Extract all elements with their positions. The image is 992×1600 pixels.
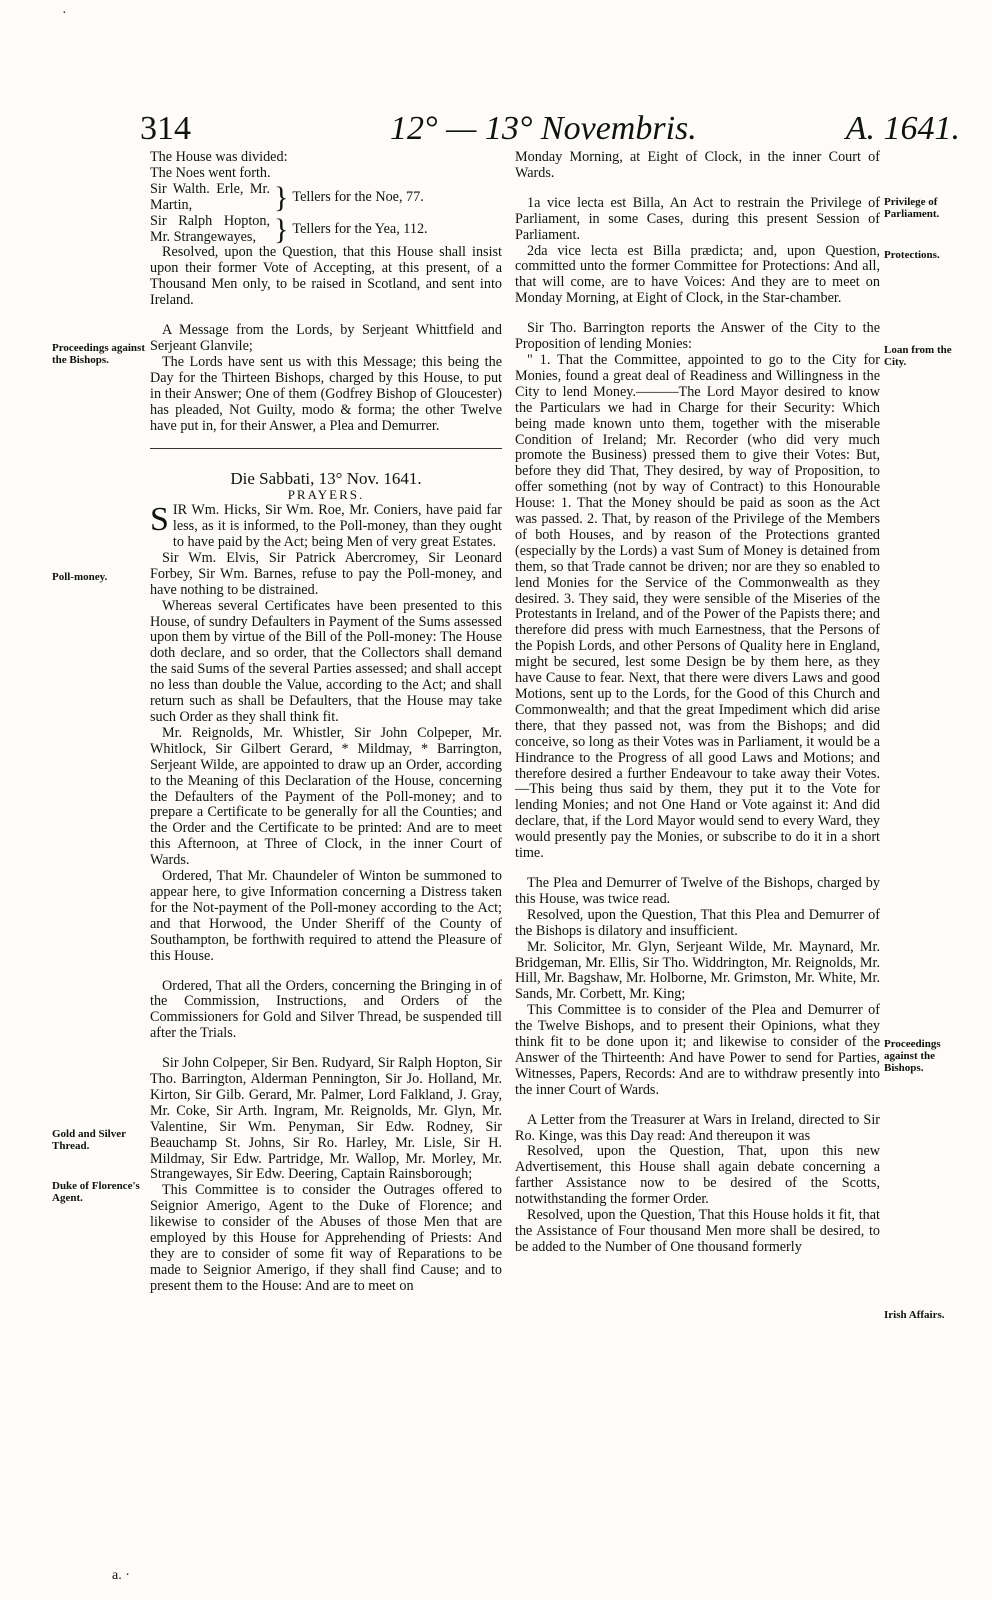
brace-icon: }: [274, 212, 289, 246]
drop-cap: S: [150, 501, 169, 539]
tellers-noe-label: Tellers for the Noe, 77.: [292, 188, 424, 205]
plea-read: The Plea and Demurrer of Twelve of the Bishops, charged by this House, was twice read.: [515, 874, 880, 907]
left-column: [150, 150, 502, 1295]
margin-note-bishops: Proceedings against the Bishops.: [52, 342, 145, 366]
margin-note-loan: Loan from the City.: [884, 344, 952, 368]
city-answer: " 1. That the Committee, appointed to go to the City for Monies, found a great deal of Readiness and Willingness in the City to lend Money.———The Lord Mayor desired to know the Particulars we had in Charge for their Security: Which being made known unto them, together with the miserable Condition of Ireland; Mr. Recorder (who did very much promote the Business) pressed them to give their Votes: But, before they did That, They desired, by way of Proposition, to offer something (not by way of Contract) to this Honourable House: 1. That the Money should be paid as soon as the Act was passed. 2. That, by reason of the Privilege of the Members of both Houses, and by reason of the Protections granted (especially by the Lords) a vast Sum of Money is detained from them, so that Trade cannot be driven; nor are they so enabled to lend Monies for the Service of the Commonwealth as they desired. 3. They said, they were sensible of the Miseries of the Protestants in Ireland, and of the Power of the Papists there; and therefore did press with much Earnestness, that the Persons of the Popish Lords, and other Persons of Quality here in England, might be secured, lest some Design be by them here, as they have Cause to fear. Next, that there were divers Laws and good Motions, sent up to the Lords, for the Good of this Church and Commonwealth; and that the great Impediment which did arise there, that they passed not, was from the Bishops; and did conceive, so long as their Votes was in Parliament, it would be a Hindrance to the Progress of all good Laws and Motions; and therefore desired a further Endeavour to take away their Votes.—This being thus said by them, they put it to the Vote for lending Monies; and not One Hand or Vote against it: And did declare, that, if the Lord Mayor would send to every Ward, they would presently pay the Monies, or subscribe to do it in a short time.: [515, 351, 880, 862]
committee-members: Sir John Colpeper, Sir Ben. Rudyard, Sir Ralph Hopton, Sir Tho. Barrington, Alderman Pennington, Sir Jo. Holland, Mr. Kirton, Sir Gilb. Gerard, Mr. Palmer, Lord Falkland, J. Gray, Mr. Coke, Sir Arth. Ingram, Mr. Reignolds, Mr. Glyn, Mr. Valentine, Sir Wm. Penyman, Sir Edw. Rodney, Sir Beauchamp St. Johns, Sir Ro. Harley, Mr. Lisle, Sir H. Mildmay, Sir Edw. Partridge, Mr. Wallop, Mr. Morley, Mr. Strangewayes, Sir Edw. Deering, Captain Rainsborough;: [150, 1055, 502, 1183]
bottom-speck: a. ·: [112, 1568, 130, 1583]
page-header: [140, 110, 960, 152]
running-year: [846, 110, 960, 148]
committee-order-entry: Mr. Reignolds, Mr. Whistler, Sir John Colpeper, Mr. Whitlock, Sir Gilbert Gerard, * Mildmay, * Barrington, Serjeant Wilde, are appointed to draw up an Order, according to the Meaning of this Declaration of the House, concerning the Defaulters of the Payment of the Poll-money; and to prepare a Certificate to be generally for all the Counties; and the Order and the Certificate to be printed: And are to meet this Afternoon, at Three of Clock, in the inner Court of Wards.: [150, 724, 502, 869]
bishops-committee-members: Mr. Solicitor, Mr. Glyn, Serjeant Wilde, Mr. Maynard, Mr. Bridgeman, Mr. Ellis, Sir Tho. Widdrington, Mr. Reignolds, Mr. Hill, Mr. Bagshaw, Mr. Holborne, Mr. Grimston, Mr. White, Mr. Sands, Mr. Corbett, Mr. King;: [515, 938, 880, 1003]
division-line: The House was divided:: [150, 149, 288, 165]
noes-line: The Noes went forth.: [150, 164, 271, 181]
section-divider: [150, 448, 502, 449]
tellers-noe-names: Sir Walth. Erle, Mr. Martin,: [150, 180, 270, 213]
right-column: [515, 150, 880, 1256]
meeting-continuation: Monday Morning, at Eight of Clock, in the inner Court of Wards.: [515, 149, 880, 181]
margin-note-gold-thread: Gold and Silver Thread.: [52, 1128, 126, 1152]
certificates-entry: Whereas several Certificates have been presented to this House, of sundry Defaulters in Payment of the Sums assessed upon them by virtue of the Bill of the Poll-money: The House doth declare, and so order, that the Collectors shall demand the said Sums of the several Parties assessed; and shall accept no less than double the Value, according to the Act; and shall return such as shall be Defaulters, that the House may take such Order as they shall think fit.: [150, 597, 502, 725]
brace-icon: }: [274, 180, 289, 214]
gold-thread-order: Ordered, That all the Orders, concerning the Bringing in of the Commission, Instructions, and Orders of the Commissioners for Gold and Silver Thread, be suspended till after the Trials.: [150, 977, 502, 1042]
margin-note-privilege: Privilege of Parliament.: [884, 196, 940, 220]
bishops-committee-charge: This Committee is to consider of the Plea and Demurrer of the Twelve Bishops, and to present their Opinions, what they think fit to be done upon it; and likewise to consider of the Answer of the Thirteenth: And have Power to send for Parties, Witnesses, Papers, Records: And are to withdraw presently into the inner Court of Wards.: [515, 1002, 880, 1098]
poll-money-entry: [150, 503, 502, 551]
protections-bill: 2da vice lecta est Billa prædicta; and, upon Question, committed unto the former Committee for Protections: And all, that will come, are to have Voices: And they are to meet on Monday Morning, at Eight of Clock, in the Star-chamber.: [515, 242, 880, 307]
margin-note-bishops-right: Proceedings against the Bishops.: [884, 1038, 941, 1074]
running-year-text: A. 1641.: [845, 110, 960, 147]
tellers-noe: [150, 182, 502, 214]
day-heading: Die Sabbati, 13° Nov. 1641.: [230, 469, 422, 489]
privilege-bill: 1a vice lecta est Billa, An Act to restrain the Privilege of Parliament, in some Cases, during this present Session of Parliament.: [515, 194, 880, 243]
page-number: 314: [140, 110, 191, 147]
tellers-yea: [150, 214, 502, 246]
margin-note-protections: Protections.: [884, 249, 940, 261]
refusers-entry: Sir Wm. Elvis, Sir Patrick Abercromey, Sir Leonard Forbey, Sir Wm. Barnes, refuse to pay the Poll-money, and have nothing to be distrained.: [150, 549, 502, 598]
running-date: [390, 110, 697, 148]
tellers-yea-names: Sir Ralph Hopton, Mr. Strangewayes,: [150, 212, 270, 245]
tellers-yea-label: Tellers for the Yea, 112.: [292, 220, 428, 237]
margin-note-irish: Irish Affairs.: [884, 1309, 945, 1321]
barrington-report: Sir Tho. Barrington reports the Answer of the City to the Proposition of lending Monies:: [515, 320, 880, 353]
prayers-heading: PRAYERS.: [287, 487, 365, 503]
plea-resolution: Resolved, upon the Question, That this Plea and Demurrer of the Bishops is dilatory and insufficient.: [515, 906, 880, 939]
lords-message: A Message from the Lords, by Serjeant Whittfield and Serjeant Glanvile;: [150, 322, 502, 354]
running-date-text: 12° — 13° Novembris.: [390, 110, 697, 147]
chaundeler-order: Ordered, That Mr. Chaundeler of Winton be summoned to appear here, to give Information concerning a Distress taken for the Not-payment of the Poll-money according to the Act; and that Horwood, the Under Sheriff of the County of Southampton, be forthwith required to attend the Pleasure of this House.: [150, 868, 502, 964]
assistance-resolution: Resolved, upon the Question, That this House holds it fit, that the Assistance of Four thousand Men more shall be desired, to be added to the Number of One thousand formerly: [515, 1207, 880, 1255]
amerigo-committee: This Committee is to consider the Outrages offered to Seignior Amerigo, Agent to the Duke of Florence; and likewise to consider of the Abuses of those Men that are employed by this House for Apprehending of Priests: And they are to consider of some fit way of Reparations to be made to Seignior Amerigo, if they shall find Cause; and to present them to the House: And are to meet on: [150, 1182, 502, 1294]
poll-money-text: IR Wm. Hicks, Sir Wm. Roe, Mr. Coniers, have paid far less, as it is informed, to the Poll-money, than they ought to have paid by the Act; being Men of very great Estates.: [172, 502, 502, 551]
lords-message-body: The Lords have sent us with this Message; this being the Day for the Thirteen Bishops, charged by this House, to put in their Answer; One of them (Godfrey Bishop of Gloucester) has pleaded, Not Guilty, modo & forma; the other Twelve have put in, for their Answer, a Plea and Demurrer.: [150, 353, 502, 434]
treasurer-letter: A Letter from the Treasurer at Wars in Ireland, directed to Sir Ro. Kinge, was this Day read: And thereupon it was: [515, 1111, 880, 1144]
margin-note-poll-money: Poll-money.: [52, 571, 108, 583]
margin-note-florence-agent: Duke of Florence's Agent.: [52, 1180, 140, 1204]
top-speck: ·: [62, 6, 67, 21]
resolution-scotland: Resolved, upon the Question, that this House shall insist upon their former Vote of Accepting, at this present, of a Thousand Men only, to be raised in Scotland, and sent into Ireland.: [150, 244, 502, 309]
scotts-resolution: Resolved, upon the Question, That, upon this new Advertisement, this House shall again debate concerning a farther Assistance now to be desired of the Scotts, notwithstanding the former Order.: [515, 1143, 880, 1208]
